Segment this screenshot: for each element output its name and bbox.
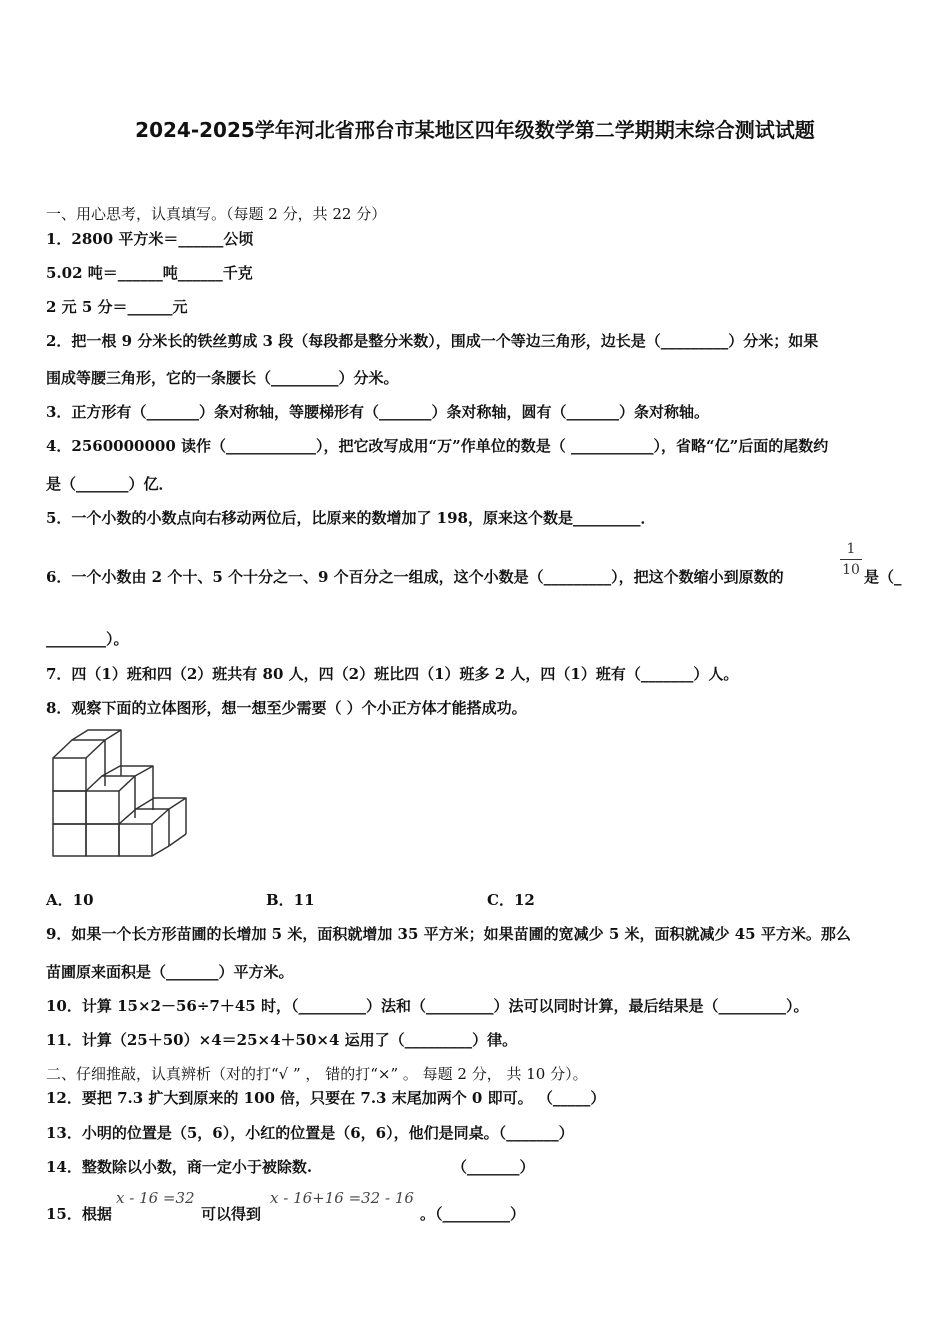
question-10: 10．计算 15×2－56÷7＋45 时，（_________）法和（_________）法可以同时计算，最后结果是（_________）。 [46, 997, 809, 1015]
question-15-prefix: 15．根据 [46, 1205, 112, 1223]
question-2-line-1: 2．把一根 9 分米长的铁丝剪成 3 段（每段都是整分米数），围成一个等边三角形，边长是（_________）分米；如果 [46, 332, 819, 350]
fraction-numerator: 1 [846, 541, 856, 557]
question-11: 11．计算（25＋50）×4＝25×4＋50×4 运用了（_________）律。 [46, 1031, 518, 1049]
equation-2: x - 16+16 =32 - 16 [270, 1189, 414, 1207]
question-4-line-2: 是（_______）亿． [46, 475, 174, 493]
cube-stack-figure [50, 728, 190, 860]
fraction-bar [840, 559, 862, 560]
question-9-line-1: 9．如果一个长方形苗圃的长增加 5 米，面积就增加 35 平方米；如果苗圃的宽减少 5 米，面积就减少 45 平方米。那么 [46, 925, 851, 943]
question-2-line-2: 围成等腰三角形，它的一条腰长（_________）分米。 [46, 369, 399, 387]
question-4-line-1: 4．2560000000 读作（____________），把它改写成用“万”作单位的数是（ ___________），省略“亿”后面的尾数约 [46, 437, 829, 455]
question-6-tail: 是（_ [864, 568, 902, 586]
fraction-denominator: 10 [842, 562, 860, 578]
question-6-line-1: 6．一个小数由 2 个十、5 个十分之一、9 个百分之一组成，这个小数是（_________），把这个数缩小到原数的 [46, 568, 784, 586]
question-7: 7．四（1）班和四（2）班共有 80 人，四（2）班比四（1）班多 2 人，四（1）班有（_______）人。 [46, 665, 739, 683]
question-14-answer-blank: （_______） [452, 1158, 535, 1176]
question-3: 3．正方形有（_______）条对称轴，等腰梯形有（_______）条对称轴，圆有（_______）条对称轴。 [46, 403, 709, 421]
equation-1: x - 16 =32 [116, 1189, 195, 1207]
question-1-line-2: 5.02 吨＝______吨______千克 [46, 264, 253, 282]
section-1-heading: 一、用心思考，认真填写。（每题 2 分，共 22 分） [46, 205, 387, 223]
question-1-line-3: 2 元 5 分＝______元 [46, 298, 188, 316]
option-c: C．12 [487, 891, 535, 909]
question-12: 12．要把 7.3 扩大到原来的 100 倍，只要在 7.3 末尾加两个 0 即可。 （_____） [46, 1089, 606, 1107]
question-6-line-2: ________）。 [46, 630, 129, 648]
question-8: 8．观察下面的立体图形，想一想至少需要（ ）个小正方体才能搭成功。 [46, 699, 527, 717]
question-15-middle: 可以得到 [201, 1205, 262, 1223]
option-b: B．11 [266, 891, 315, 909]
fraction-one-tenth [838, 541, 864, 578]
page-title: 2024-2025学年河北省邢台市某地区四年级数学第二学期期末综合测试试题 [135, 118, 815, 142]
question-9-line-2: 苗圃原来面积是（_______）平方米。 [46, 963, 294, 981]
option-a: A．10 [46, 891, 94, 909]
question-14: 14．整数除以小数，商一定小于被除数. [46, 1158, 313, 1176]
question-15-answer-blank: 。（_________） [420, 1205, 526, 1223]
question-1-line-1: 1．2800 平方米＝______公顷 [46, 230, 254, 248]
question-5: 5．一个小数的小数点向右移动两位后，比原来的数增加了 198，原来这个数是_________． [46, 509, 656, 527]
section-2-heading: 二、仔细推敲，认真辨析（对的打“√ ” ， 错的打“×” 。 每题 2 分， 共 10 分）。 [46, 1065, 588, 1083]
question-13: 13．小明的位置是（5，6），小红的位置是（6，6），他们是同桌。（_______） [46, 1124, 574, 1142]
